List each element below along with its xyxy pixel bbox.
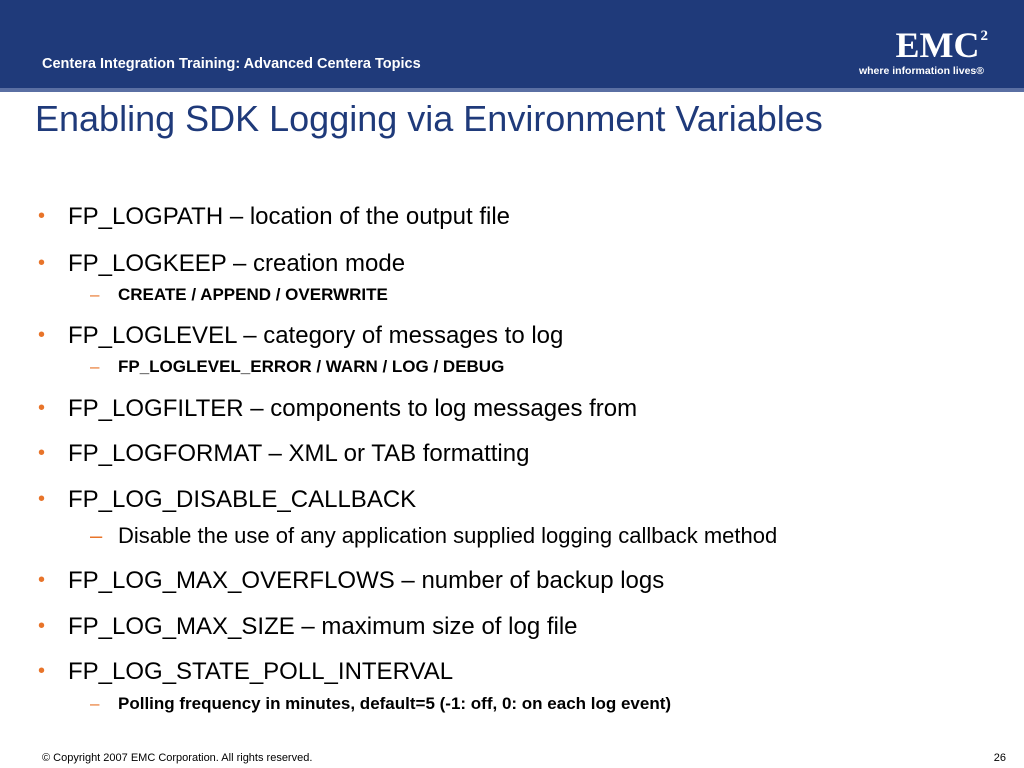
bullet-item: • FP_LOG_MAX_SIZE – maximum size of log file	[38, 613, 578, 640]
logo-superscript: 2	[980, 28, 988, 44]
copyright-text: © Copyright 2007 EMC Corporation. All rights reserved.	[42, 752, 313, 764]
course-title: Centera Integration Training: Advanced Centera Topics	[42, 56, 421, 72]
bullet-icon: •	[38, 252, 46, 274]
page-number: 26	[993, 752, 1006, 764]
bullet-icon: •	[38, 615, 46, 637]
dash-icon: –	[90, 694, 100, 713]
bullet-icon: •	[38, 660, 46, 682]
bullet-icon: •	[38, 397, 46, 419]
sub-bullet-item: – FP_LOGLEVEL_ERROR / WARN / LOG / DEBUG	[90, 357, 505, 376]
dash-icon: –	[90, 357, 100, 376]
bullet-icon: •	[38, 569, 46, 591]
bullet-item: • FP_LOG_DISABLE_CALLBACK	[38, 486, 417, 513]
sub-bullet-item: – Polling frequency in minutes, default=5 (-1: off, 0: on each log event)	[90, 694, 672, 713]
bullet-item: • FP_LOGLEVEL – category of messages to log	[38, 322, 564, 349]
bullet-item: • FP_LOGFORMAT – XML or TAB formatting	[38, 440, 530, 467]
bullet-item: • FP_LOGKEEP – creation mode	[38, 250, 406, 277]
bullet-icon: •	[38, 442, 46, 464]
sub-bullet-item: – Disable the use of any application supplied logging callback method	[90, 523, 778, 548]
sub-bullet-item: – CREATE / APPEND / OVERWRITE	[90, 285, 388, 304]
dash-icon: –	[90, 285, 100, 304]
bullet-item: • FP_LOG_MAX_OVERFLOWS – number of backup logs	[38, 567, 665, 594]
bullet-item: • FP_LOG_STATE_POLL_INTERVAL	[38, 658, 454, 685]
dash-icon: –	[90, 523, 103, 548]
bullet-icon: •	[38, 324, 46, 346]
bullet-item: • FP_LOGPATH – location of the output file	[38, 203, 511, 230]
slide-title: Enabling SDK Logging via Environment Variables	[35, 98, 823, 139]
logo-tagline: where information lives®	[858, 65, 984, 77]
bullet-icon: •	[38, 205, 46, 227]
bullet-item: • FP_LOGFILTER – components to log messages from	[38, 395, 638, 422]
bullet-icon: •	[38, 488, 46, 510]
logo-wordmark: EMC	[895, 25, 980, 65]
